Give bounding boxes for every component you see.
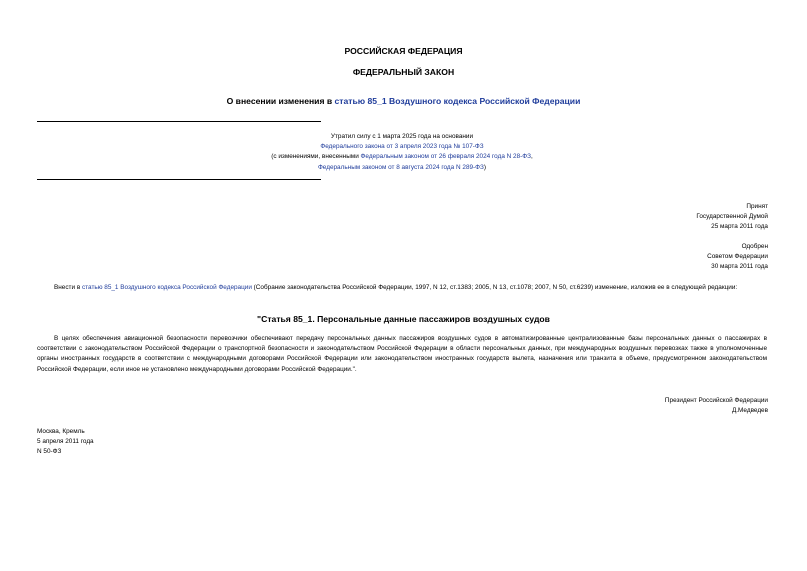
place-date-block: [37, 427, 94, 458]
divider-bottom: [37, 179, 321, 180]
status-note-text: ): [483, 163, 487, 171]
approved-body: Советом Федерации: [707, 253, 768, 261]
approved-label: Одобрен: [741, 243, 768, 250]
adopted-label: Принят: [746, 203, 768, 210]
intro-paragraph: [37, 283, 767, 293]
article-body: В целях обеспечения авиационной безопасности перевозчики обеспечивают передачу персональных данных пассажиров воздушных судов в автоматизированные централизованные базы персональных данных о пассажирах в соответствии с законодательством Российской Федерации о транспортной безопасности и законодательством Российской Федерации в области персональных данных, при международных воздушных перевозках также в уполномоченные органы иностранных государств в соответствии с международными договорами Российской Федерации или законодательством иностранных государств вылета, назначения или транзита в объеме, предусмотренном законодательством Российской Федерации, если иное не установлено международными договорами Российской Федерации.".: [37, 335, 767, 373]
signing-date: 5 апреля 2011 года: [37, 438, 94, 446]
adopted-body: Государственной Думой: [696, 213, 768, 221]
place: Москва, Кремль: [37, 428, 85, 435]
amendment-law-link-1[interactable]: Федеральным законом от 26 февраля 2024 года N 28-ФЗ: [360, 153, 531, 161]
header-federation: РОССИЙСКАЯ ФЕДЕРАЦИЯ: [344, 46, 463, 56]
approved-date: 30 марта 2011 года: [711, 263, 768, 271]
document-title: [0, 96, 807, 106]
adopted-block: [696, 202, 768, 233]
amendment-law-link-2[interactable]: Федеральным законом от 8 августа 2024 года N 289-ФЗ: [317, 163, 484, 171]
status-note: [190, 132, 614, 173]
signature-name: Д.Медведев: [731, 407, 768, 415]
approved-block: [707, 242, 768, 273]
title-prefix: О внесении изменения в: [226, 96, 335, 106]
divider-top: [37, 121, 321, 122]
status-note-text: ,: [531, 153, 533, 161]
adopted-date: 25 марта 2011 года: [711, 223, 768, 231]
intro-article-link[interactable]: статью 85_1 Воздушного кодекса Российской Федерации: [81, 284, 252, 291]
signature-position: Президент Российской Федерации: [664, 397, 768, 404]
intro-text: Внести в: [54, 284, 82, 291]
repeal-law-link[interactable]: Федерального закона от 3 апреля 2023 года № 107-ФЗ: [320, 143, 484, 151]
intro-text: (Собрание законодательства Российской Федерации, 1997, N 12, ст.1383; 2005, N 13, ст.1078; 2007, N 50, ст.6239) изменение, изложив ее в следующей редакции:: [251, 284, 738, 291]
article-heading: "Статья 85_1. Персональные данные пассажиров воздушных судов: [257, 314, 550, 324]
status-note-line: Утратил силу с 1 марта 2025 года на основании: [330, 133, 474, 140]
signature-block: [665, 396, 768, 416]
header-law-type: ФЕДЕРАЛЬНЫЙ ЗАКОН: [352, 67, 455, 77]
law-number: N 50-ФЗ: [37, 448, 62, 456]
status-note-text: (с изменениями, внесенными: [271, 153, 361, 161]
title-article-link[interactable]: статью 85_1 Воздушного кодекса Российской Федерации: [334, 96, 581, 106]
